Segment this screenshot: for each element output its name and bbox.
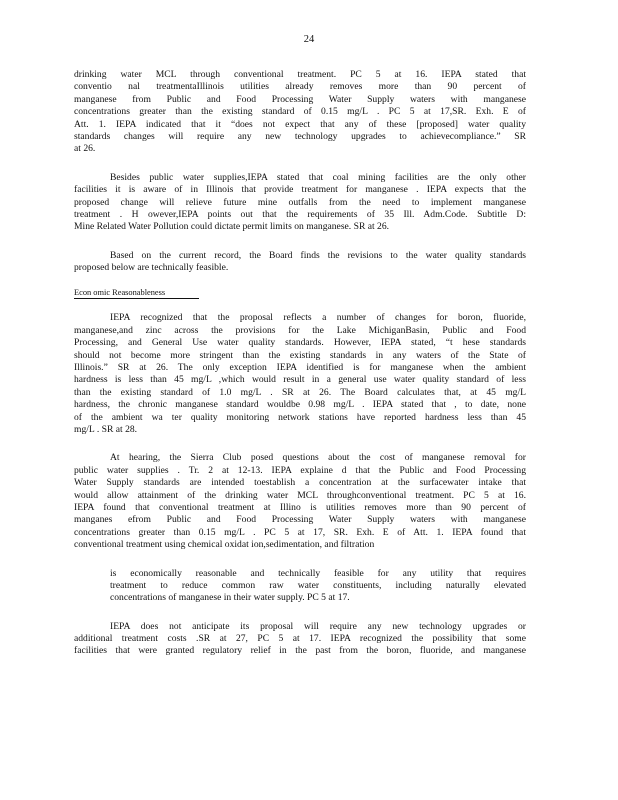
text-line: proposed change will relieve future mine outfalls from the need to implement manganese (74, 196, 526, 208)
text-line: proposed below are technically feasible. (74, 262, 229, 274)
text-line: Water Supply standards are intended toestablish a concentration at the surfacewater intake that (74, 477, 526, 489)
text-line: facilities that were granted regulatory relief in the past from the boron, fluoride, and manganese (74, 645, 526, 657)
text-line: Illinois.” SR at 26. The only exception IEPA identified is for manganese when the ambient (74, 362, 526, 374)
text-line: Mine Related Water Pollution could dictate permit limits on manganese. SR at 26. (74, 221, 390, 233)
paragraph-hearing (74, 452, 526, 551)
text-line: conventional treatment using chemical oxidat ion,sedimentation, and filtration (74, 539, 375, 551)
paragraph-iepa-recognized (74, 312, 526, 436)
text-line: treatment . H owever,IEPA points out that the requirements of 35 Ill. Adm.Code. Subtitle D: (74, 208, 526, 220)
text-line: Besides public water supplies,IEPA stated that coal mining facilities are the only other (110, 171, 526, 183)
text-line: concentrations greater than the existing standard of 0.15 mg/L . PC 5 at 17,SR. Exh. E of (74, 106, 526, 118)
text-line: should not become more stringent than the existing standards in any waters of the State of (74, 349, 526, 361)
text-line: standards changes will require any new technology upgrades to achievecompliance.” SR (74, 130, 526, 142)
text-line: at 26. (74, 143, 96, 155)
text-line: At hearing, the Sierra Club posed questions about the cost of manganese removal for (110, 452, 526, 464)
text-line: hardness, the chronic manganese standard wouldbe 0.98 mg/L . IEPA stated that , to date, none (74, 399, 526, 411)
paragraph-coal-mining (74, 172, 526, 234)
section-heading-text: Econ omic Reasonableness (74, 287, 199, 299)
text-line: IEPA does not anticipate its proposal will require any new technology upgrades or (110, 620, 526, 632)
text-line: additional treatment costs .SR at 27, PC 5 at 17. IEPA recognized the possibility that some (74, 633, 526, 645)
text-line: hardness is less than 45 mg/L ,which would result in a general use water quality standard of less (74, 374, 526, 386)
text-line: treatment to reduce common raw water constituents, including naturally elevated (110, 579, 526, 591)
text-line: is economically reasonable and technically feasible for any utility that requires (110, 567, 526, 579)
text-line: concentrations greater than 0.15 mg/L . PC 5 at 17, SR. Exh. E of Att. 1. IEPA found that (74, 526, 526, 538)
text-line: facilities it is aware of in Illinois that provide treatment for manganese . IEPA expects that the (74, 184, 526, 196)
page-number: 24 (303, 34, 315, 45)
paragraph-mcl-treatment (74, 69, 526, 156)
text-line: Att. 1. IEPA indicated that it “does not expect that any of these [proposed] water quality (74, 118, 526, 130)
text-line: IEPA recognized that the proposal reflects a number of changes for boron, fluoride, (110, 312, 526, 324)
text-line: than the existing standard of 1.0 mg/L . SR at 26. The Board calculates that, at 45 mg/L (74, 386, 526, 398)
text-line: conventio nal treatmentaIllinois utilities already removes more than 90 percent of (74, 81, 526, 93)
section-heading (74, 287, 526, 299)
paragraph-no-upgrades (74, 621, 526, 658)
text-line: manganes efrom Public and Food Processing Water Supply waters with manganese (74, 514, 526, 526)
text-line: public water supplies . Tr. 2 at 12-13. IEPA explaine d that the Public and Food Processing (74, 464, 526, 476)
paragraph-board-finding (74, 250, 526, 275)
block-quote (110, 568, 526, 605)
text-line: manganese from Public and Food Processing Water Supply waters with manganese (74, 93, 526, 105)
text-line: Based on the current record, the Board finds the revisions to the water quality standards (110, 249, 526, 261)
text-line: Processing, and General Use water quality standards. However, IEPA stated, “t hese standards (74, 337, 526, 349)
text-line: would allow attainment of the drinking water MCL throughconventional treatment. PC 5 at 16. (74, 489, 526, 501)
text-line: concentrations of manganese in their water supply. PC 5 at 17. (110, 592, 350, 604)
text-line: of the ambient wa ter quality monitoring network stations have reported hardness less than 45 (74, 411, 526, 423)
text-line: manganese,and zinc across the provisions for the Lake MichiganBasin, Public and Food (74, 324, 526, 336)
text-line: mg/L . SR at 28. (74, 423, 138, 435)
text-line: IEPA found that conventional treatment at Illino is utilities removes more than 90 percent of (74, 501, 526, 513)
text-line: drinking water MCL through conventional treatment. PC 5 at 16. IEPA stated that (74, 69, 526, 80)
page-body (74, 69, 526, 658)
